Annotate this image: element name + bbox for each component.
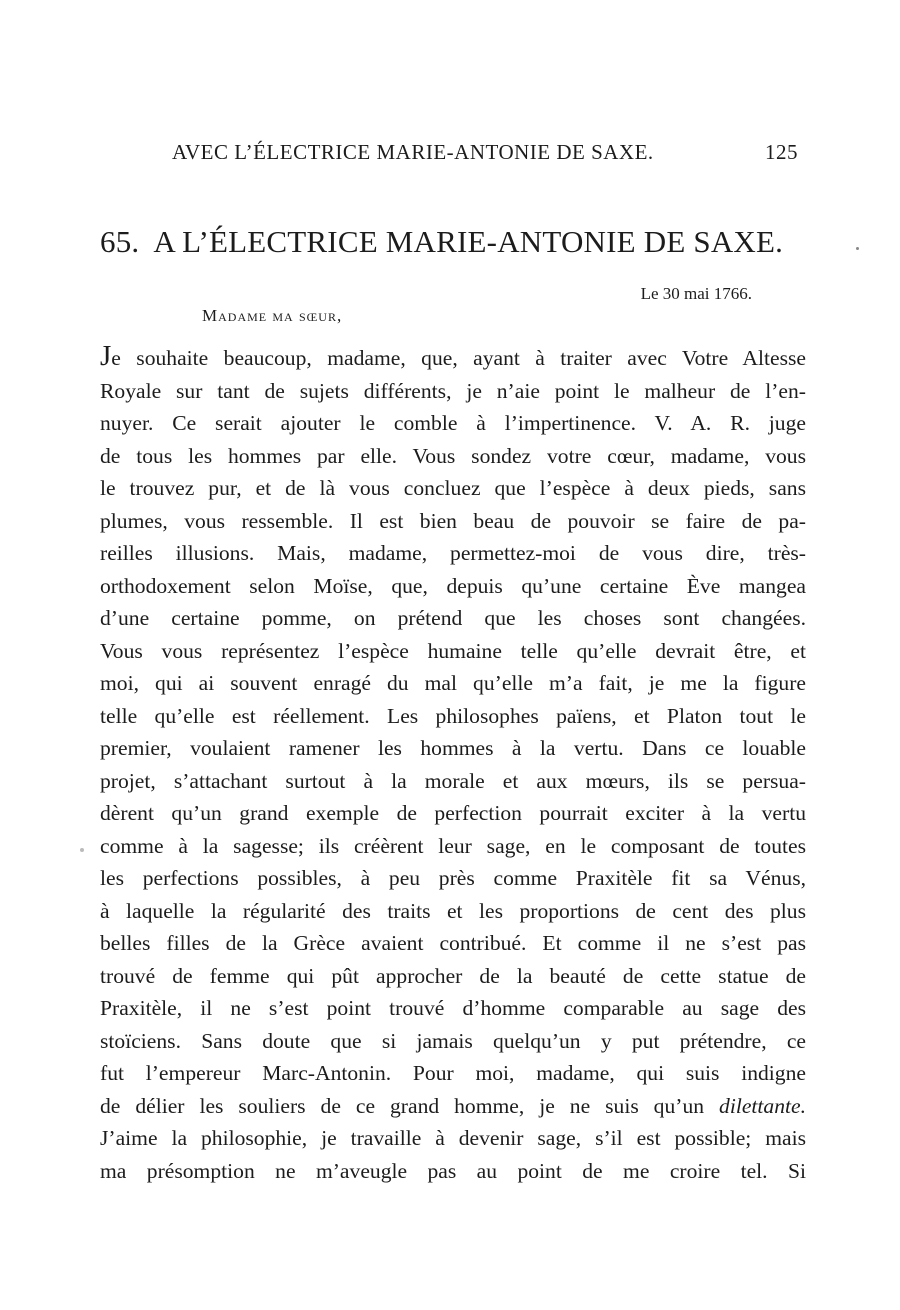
- italic-word: dilettante.: [719, 1093, 806, 1118]
- body-line: ma présomption ne m’aveugle pas au point de me croire tel. Si: [100, 1158, 806, 1183]
- body-line: d’une certaine pomme, on prétend que les choses sont changées.: [100, 606, 806, 630]
- body-line: de délier les souliers de ce grand homme, je ne suis qu’un dilettante.: [100, 1093, 806, 1118]
- drop-cap: J: [100, 340, 112, 372]
- body-line: de tous les hommes par elle. Vous sondez votre cœur, madame, vous: [100, 443, 806, 468]
- body-line: J’aime la philosophie, je travaille à devenir sage, s’il est possible; mais: [100, 1126, 806, 1150]
- body-line: reilles illusions. Mais, madame, permettez-moi de vous dire, très-: [100, 541, 806, 565]
- body-line: telle qu’elle est réellement. Les philosophes païens, et Platon tout le: [100, 703, 806, 728]
- body-line: Royale sur tant de sujets différents, je n’aie point le malheur de l’en-: [100, 378, 806, 403]
- body-line: à laquelle la régularité des traits et les proportions de cent des plus: [100, 898, 806, 923]
- running-head-title: AVEC L’ÉLECTRICE MARIE-ANTONIE DE SAXE.: [172, 140, 654, 164]
- body-line: trouvé de femme qui pût approcher de la beauté de cette statue de: [100, 963, 806, 988]
- paper-speck: [856, 247, 859, 250]
- paper-speck: [80, 848, 84, 852]
- body-line: Je souhaite beaucoup, madame, que, ayant à traiter avec Votre Altesse: [100, 340, 806, 372]
- letter-title: A L’ÉLECTRICE MARIE-ANTONIE DE SAXE.: [153, 224, 784, 259]
- letter-date: Le 30 mai 1766.: [640, 284, 752, 303]
- body-line: plumes, vous ressemble. Il est bien beau de pouvoir se faire de pa-: [100, 508, 806, 533]
- body-line: dèrent qu’un grand exemple de perfection pourrait exciter à la vertu: [100, 801, 806, 825]
- letter-heading: [100, 224, 800, 260]
- running-head: [100, 140, 800, 170]
- letter-number: 65.: [100, 224, 140, 259]
- body-line: nuyer. Ce serait ajouter le comble à l’impertinence. V. A. R. juge: [100, 411, 806, 435]
- body-line: belles filles de la Grèce avaient contribué. Et comme il ne s’est pas: [100, 931, 806, 955]
- body-line: comme à la sagesse; ils créèrent leur sage, en le composant de toutes: [100, 833, 806, 858]
- body-line: stoïciens. Sans doute que si jamais quelqu’un y put prétendre, ce: [100, 1028, 806, 1053]
- body-line: fut l’empereur Marc-Antonin. Pour moi, madame, qui suis indigne: [100, 1061, 806, 1085]
- letter-body: [100, 342, 806, 1187]
- body-line: moi, qui ai souvent enragé du mal qu’elle m’a fait, je me la figure: [100, 671, 806, 695]
- body-line: Praxitèle, il ne s’est point trouvé d’homme comparable au sage des: [100, 996, 806, 1020]
- body-line: Vous vous représentez l’espèce humaine telle qu’elle devrait être, et: [100, 638, 806, 663]
- body-line: projet, s’attachant surtout à la morale et aux mœurs, ils se persua-: [100, 768, 806, 793]
- body-line: le trouvez pur, et de là vous concluez que l’espèce à deux pieds, sans: [100, 476, 806, 500]
- page-number: 125: [765, 140, 798, 164]
- salutation: Madame ma sœur,: [202, 306, 343, 325]
- body-line: orthodoxement selon Moïse, que, depuis qu’une certaine Ève mangea: [100, 573, 806, 598]
- body-line: les perfections possibles, à peu près comme Praxitèle fit sa Vénus,: [100, 866, 806, 890]
- body-line: premier, voulaient ramener les hommes à la vertu. Dans ce louable: [100, 736, 806, 760]
